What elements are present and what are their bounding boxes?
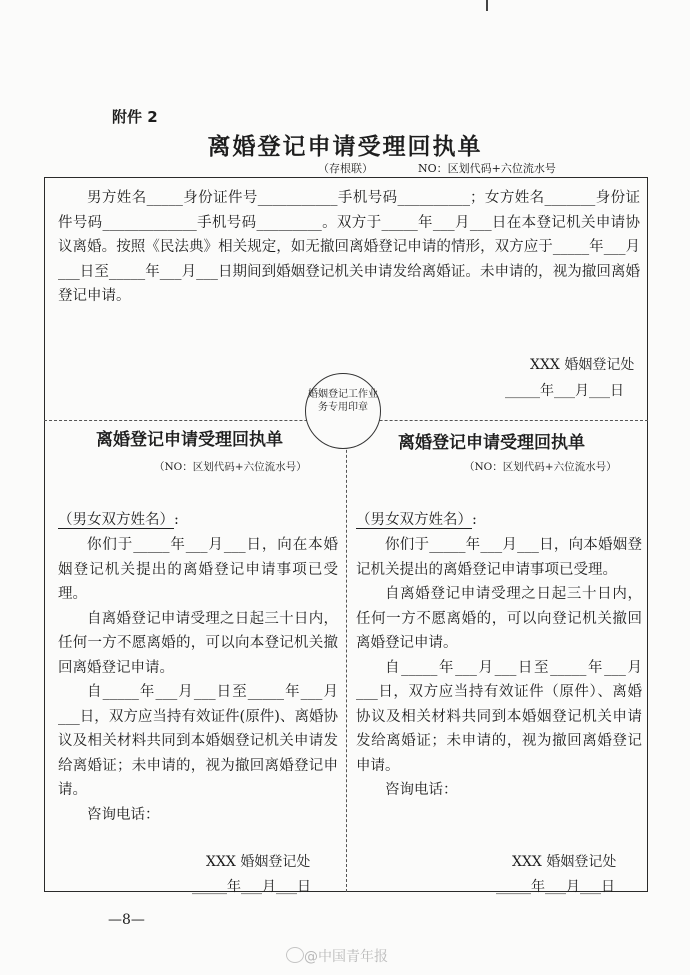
cut-line-vertical <box>346 420 347 892</box>
stub-date: _____年___月___日 <box>505 383 624 399</box>
right-names-field: （男女双方姓名） <box>356 512 472 528</box>
stub-label: （存根联） <box>318 162 373 175</box>
stub-body-text: 男方姓名_____身份证件号___________手机号码__________；女方姓名_______身份证件号码_____________手机号码_________。双方于_____年___月___日在本登记机关申请协议离婚。按照《民法典》相关规定，如无撤回离婚登记申请的情形，双方应于_____年___月___日至_____年___月___日期间到婚姻登记机关申请发给离婚证。未申请的，视为撤回离婚登记申请。 <box>58 190 640 304</box>
serial-number-label: NO：区划代码+六位流水号 <box>418 162 556 175</box>
weibo-icon <box>286 947 304 963</box>
page-number: —8— <box>108 912 145 928</box>
document-title: 离婚登记申请受理回执单 <box>207 134 483 160</box>
official-seal: 婚姻登记工作业务专用印章 <box>305 373 381 449</box>
right-receipt-date: _____年___月___日 <box>496 879 615 895</box>
left-receipt-date: _____年___月___日 <box>192 879 311 895</box>
right-receipt-office: XXX 婚姻登记处 <box>512 854 617 870</box>
right-para-withdraw: 自离婚登记申请受理之日起三十日内，任何一方不愿离婚的，可以向登记机关撤回离婚登记申请。 <box>356 586 642 651</box>
right-couple-names: （男女双方姓名）: <box>356 512 477 528</box>
left-para-phone: 咨询电话： <box>87 806 160 823</box>
left-para-received: 你们于_____年___月___日，向在本婚姻登记机关提出的离婚登记申请事项已受理。 <box>58 537 338 602</box>
left-names-field: （男女双方姓名） <box>58 512 174 528</box>
left-couple-names: （男女双方姓名）: <box>58 512 179 528</box>
left-para-period: 自_____年___月___日至_____年___月___日，双方应当持有效证件(原件)、离婚协议及相关材料共同到本婚姻登记机关申请发给离婚证；未申请的，视为撤回离婚登记申请。 <box>58 684 338 798</box>
attachment-label: 附件 2 <box>112 108 158 126</box>
left-receipt-number: （NO：区划代码+六位流水号） <box>154 461 307 473</box>
right-para-received: 你们于_____年___月___日，向本婚姻登记机关提出的离婚登记申请事项已受理。 <box>356 537 642 578</box>
right-receipt-body <box>356 533 642 803</box>
left-receipt-office: XXX 婚姻登记处 <box>206 854 311 870</box>
watermark: @中国青年报 <box>304 949 388 965</box>
right-para-phone: 咨询电话： <box>385 782 458 798</box>
left-receipt-body <box>58 533 338 827</box>
left-para-withdraw: 自离婚登记申请受理之日起三十日内，任何一方不愿离婚的，可以向本登记机关撤回离婚登记申请。 <box>58 610 338 676</box>
right-receipt-number: （NO：区划代码+六位流水号） <box>464 461 617 473</box>
right-receipt-title: 离婚登记申请受理回执单 <box>398 433 585 453</box>
right-para-period: 自_____年___月___日至_____年___月___日，双方应当持有效证件（原件）、离婚协议及相关材料共同到本婚姻登记机关申请发给离婚证；未申请的，视为撤回离婚登记申请。 <box>356 659 642 774</box>
left-receipt-title: 离婚登记申请受理回执单 <box>96 430 283 450</box>
scan-mark <box>486 0 488 11</box>
stub-office: XXX 婚姻登记处 <box>530 357 635 373</box>
